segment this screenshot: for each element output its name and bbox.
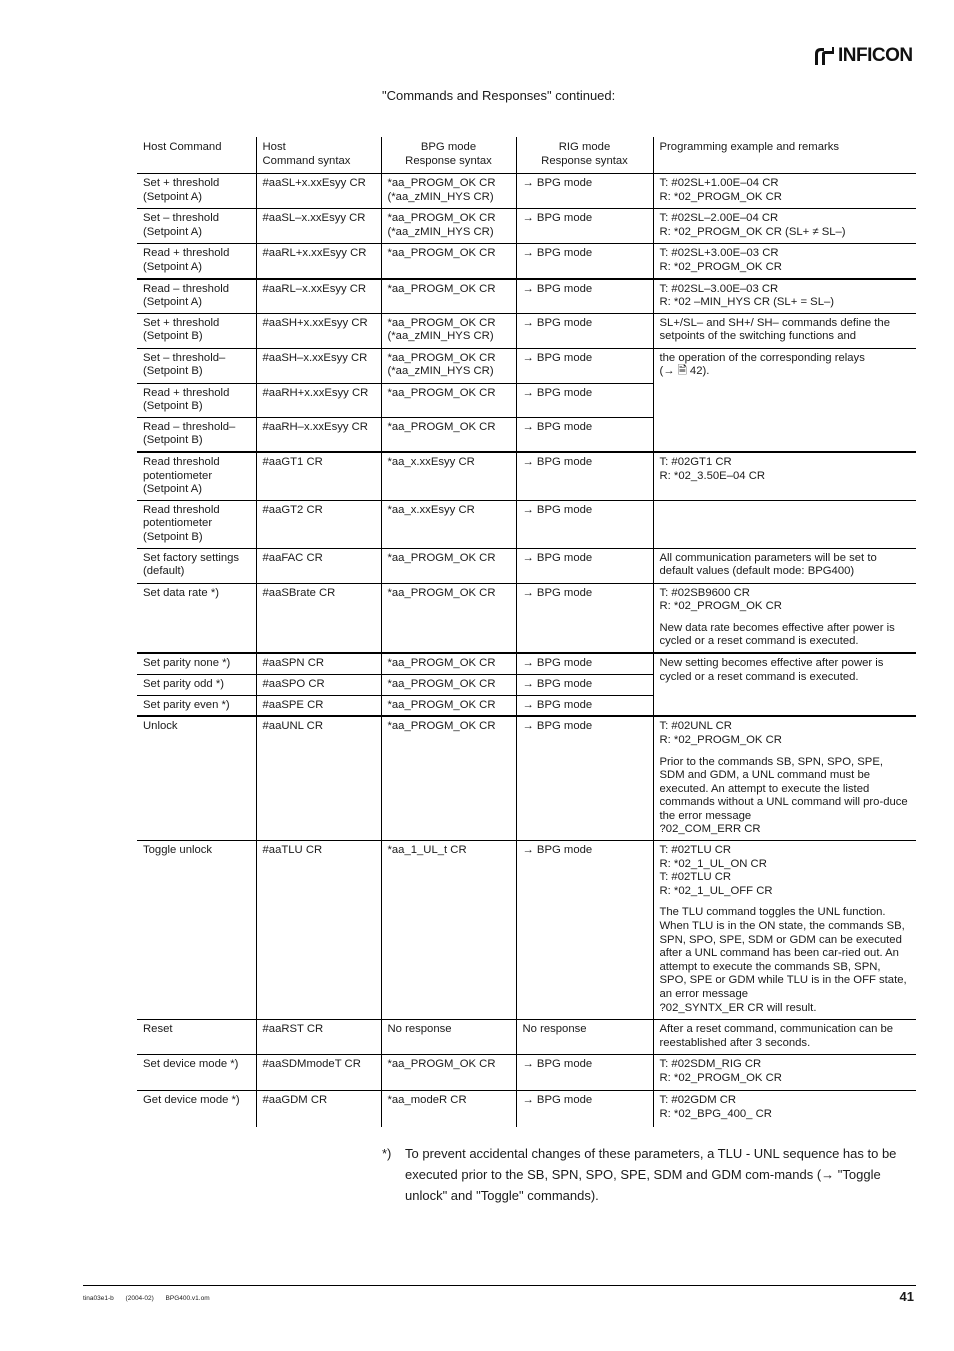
remarks-paragraph	[660, 247, 911, 274]
rig-response	[516, 841, 653, 1020]
remarks	[653, 1055, 916, 1091]
remarks-paragraph-line: R: *02_1_UL_OFF CR	[659, 884, 773, 897]
footer-date: (2004-02)	[125, 1295, 154, 1302]
header-host-syntax: Host Command syntax	[256, 137, 381, 174]
rig-response-line: → BPG mode	[522, 844, 593, 857]
host-command-line: (Setpoint A)	[143, 260, 203, 273]
remarks-paragraph-line: R: *02 –MIN_HYS CR (SL+ = SL–)	[659, 296, 835, 309]
table-header-row	[137, 137, 916, 174]
rig-response	[516, 174, 653, 209]
host-command	[137, 1020, 256, 1055]
remarks-paragraph-line: New data rate becomes effective after power is cycled or a reset command is executed.	[659, 621, 895, 648]
bpg-response	[381, 209, 516, 244]
host-syntax-line: #aaGT1 CR	[262, 456, 323, 469]
host-syntax-line: #aaSPO CR	[262, 677, 325, 690]
remarks	[653, 1091, 916, 1127]
host-command	[137, 583, 256, 653]
remarks-paragraph	[660, 720, 911, 747]
remarks-paragraph-line: T: #02UNL CR	[659, 720, 732, 733]
rig-response	[516, 583, 653, 653]
remarks-paragraph	[660, 1094, 911, 1121]
host-command-line: Reset	[143, 1023, 173, 1036]
table-row	[137, 1091, 916, 1127]
host-syntax	[256, 841, 381, 1020]
host-command	[137, 1091, 256, 1127]
bpg-response-line: No response	[387, 1023, 452, 1036]
bpg-response	[381, 674, 516, 695]
host-command-line: (Setpoint A)	[143, 483, 203, 496]
remarks-paragraph-line: New setting becomes effective after power is cycled or a reset command is executed.	[659, 657, 884, 683]
rig-response-line: → BPG mode	[522, 212, 593, 224]
bpg-response-line: *aa_1_UL_t CR	[387, 844, 467, 857]
host-syntax-line: #aaRH+x.xxEsyy CR	[262, 386, 369, 399]
inficon-logo-icon	[812, 45, 836, 67]
logo-text: INFICON	[838, 45, 913, 66]
host-syntax-line: #aaSDMmodeT CR	[262, 1058, 361, 1071]
remarks-paragraph	[660, 756, 911, 838]
remarks-paragraph-line: R: *02_BPG_400_ CR	[659, 1107, 772, 1120]
host-syntax	[256, 716, 381, 840]
table-row	[137, 583, 916, 653]
table-row	[137, 1020, 916, 1055]
bpg-response-line: (*aa_zMIN_HYS CR)	[387, 365, 494, 378]
table-body	[137, 174, 916, 1127]
remarks	[653, 653, 916, 716]
host-syntax-line: #aaGT2 CR	[262, 503, 323, 516]
table-row	[137, 348, 916, 383]
host-command-line: Set + threshold	[143, 316, 220, 329]
remarks-paragraph-line: T: #02TLU CR	[659, 871, 732, 884]
footnote	[382, 1143, 902, 1206]
rig-response	[516, 1055, 653, 1091]
host-command	[137, 417, 256, 452]
host-command-line: Set – threshold	[143, 212, 219, 224]
host-command	[137, 209, 256, 244]
remarks	[653, 716, 916, 840]
host-command	[137, 383, 256, 417]
footnote-mark: *)	[382, 1146, 392, 1161]
host-command-line: Set – threshold–	[143, 351, 226, 364]
host-command-line: Toggle unlock	[143, 844, 213, 857]
rig-response-line: → BPG mode	[522, 456, 593, 469]
remarks	[653, 452, 916, 500]
host-command-line: Set parity none *)	[143, 657, 231, 670]
host-command-line: Read + threshold	[143, 247, 230, 259]
table-row	[137, 452, 916, 500]
header-bpg-response: BPG mode Response syntax	[381, 137, 516, 174]
rig-response-line: → BPG mode	[522, 351, 593, 364]
remarks-paragraph	[660, 844, 911, 898]
host-command-line: (Setpoint A)	[143, 296, 203, 309]
table-row	[137, 209, 916, 244]
bpg-response	[381, 348, 516, 383]
remarks	[653, 313, 916, 348]
host-syntax-line: #aaTLU CR	[262, 844, 323, 857]
table-row	[137, 548, 916, 583]
host-command-line: Set factory settings	[143, 551, 240, 564]
remarks-paragraph	[660, 622, 911, 649]
page-number: 41	[899, 1289, 914, 1304]
host-command-line: Set + threshold	[143, 177, 220, 189]
rig-response-line: → BPG mode	[522, 420, 593, 433]
commands-table	[137, 137, 916, 1127]
bpg-response	[381, 1091, 516, 1127]
host-syntax-line: #aaSL+x.xxEsyy CR	[262, 177, 366, 189]
remarks-paragraph-line: SL+/SL– and SH+/ SH– commands define the setpoints of the switching functions and	[659, 316, 890, 343]
header-rig-response: RIG mode Response syntax	[516, 137, 653, 174]
host-command	[137, 244, 256, 279]
host-syntax-line: #aaSH+x.xxEsyy CR	[262, 316, 368, 329]
host-syntax	[256, 583, 381, 653]
bpg-response-line: *aa_PROGM_OK CR	[387, 551, 496, 564]
remarks-paragraph-line: Prior to the commands SB, SPN, SPO, SPE, SDM and GDM, a UNL command must be executed. An attempt to execute the listed commands without a UNL command will pro-duce the error message	[659, 755, 908, 822]
rig-response-line: → BPG mode	[522, 1058, 593, 1071]
rig-response-line: → BPG mode	[522, 698, 593, 711]
remarks	[653, 244, 916, 279]
remarks-paragraph-line: ?02_COM_ERR CR	[659, 823, 761, 836]
footnote-text: To prevent accidental changes of these parameters, a TLU - UNL sequence has to be executed prior to the SB, SPN, SPO, SPE, SDM and GDM com-mands (→ "Toggle unlock" and "Toggle" commands).	[405, 1146, 897, 1203]
host-syntax-line: #aaFAC CR	[262, 551, 323, 564]
bpg-response-line: *aa_modeR CR	[387, 1094, 467, 1107]
rig-response-line: → BPG mode	[522, 657, 593, 670]
table-row	[137, 279, 916, 314]
rig-response	[516, 1091, 653, 1127]
bpg-response	[381, 583, 516, 653]
host-syntax	[256, 548, 381, 583]
remarks	[653, 548, 916, 583]
host-command	[137, 1055, 256, 1091]
remarks-paragraph	[660, 283, 911, 310]
remarks-paragraph-line: R: *02_PROGM_OK CR (SL+ ≠ SL–)	[659, 225, 846, 238]
rig-response-line: → BPG mode	[522, 177, 593, 189]
bpg-response	[381, 841, 516, 1020]
rig-response	[516, 383, 653, 417]
remarks-paragraph-line: R: *02_PROGM_OK CR	[659, 600, 782, 613]
host-command-line: Set parity odd *)	[143, 677, 225, 690]
rig-response	[516, 674, 653, 695]
remarks-paragraph-line: T: #02GDM CR	[659, 1094, 737, 1107]
host-command-line: (Setpoint A)	[143, 190, 203, 203]
rig-response	[516, 653, 653, 674]
host-syntax	[256, 209, 381, 244]
host-command-line: potentiometer	[143, 469, 213, 482]
host-syntax-line: #aaRH–x.xxEsyy CR	[262, 420, 368, 433]
host-syntax-line: #aaSBrate CR	[262, 586, 336, 599]
rig-response	[516, 716, 653, 840]
bpg-response	[381, 695, 516, 716]
host-syntax	[256, 313, 381, 348]
host-syntax	[256, 383, 381, 417]
bpg-response	[381, 500, 516, 548]
host-command	[137, 653, 256, 674]
rig-response-line: → BPG mode	[522, 247, 593, 259]
bpg-response	[381, 452, 516, 500]
host-command-line: Read threshold	[143, 456, 220, 469]
host-syntax-line: #aaSH–x.xxEsyy CR	[262, 351, 368, 364]
bpg-response-line: *aa_PROGM_OK CR	[387, 247, 496, 259]
host-command	[137, 279, 256, 314]
remarks	[653, 583, 916, 653]
table-caption: "Commands and Responses" continued:	[382, 88, 616, 103]
remarks-paragraph	[660, 906, 911, 1015]
remarks-paragraph-line: T: #02SL–2.00E–04 CR	[659, 212, 779, 224]
host-command-line: Set device mode *)	[143, 1058, 239, 1071]
table-row	[137, 244, 916, 279]
remarks-paragraph	[660, 352, 911, 379]
bpg-response	[381, 1020, 516, 1055]
remarks-paragraph-line: The TLU command toggles the UNL function. When TLU is in the ON state, the commands SB, SPN, SPO, SPE, SDM or GDM can be executed after a UNL command has been car-ried out. An attempt to execute the commands SB, SPN, SPO, SPE or GDM while TLU is in the OFF state, an error message	[659, 906, 907, 1000]
host-syntax-line: #aaSPE CR	[262, 698, 324, 711]
host-command-line: potentiometer	[143, 517, 213, 530]
host-syntax	[256, 500, 381, 548]
bpg-response	[381, 313, 516, 348]
host-syntax	[256, 1020, 381, 1055]
host-command-line: (Setpoint B)	[143, 330, 203, 343]
rig-response	[516, 244, 653, 279]
host-command-line: Read – threshold–	[143, 420, 236, 433]
remarks-paragraph	[660, 1058, 911, 1085]
host-syntax-line: #aaRST CR	[262, 1023, 324, 1036]
table-row	[137, 653, 916, 674]
table-row	[137, 841, 916, 1020]
footer-divider	[83, 1285, 916, 1286]
bpg-response	[381, 653, 516, 674]
remarks-paragraph-line: R: *02_PROGM_OK CR	[659, 190, 782, 203]
rig-response	[516, 548, 653, 583]
bpg-response	[381, 244, 516, 279]
rig-response	[516, 209, 653, 244]
remarks-paragraph-line: T: #02SDM_RIG CR	[659, 1058, 762, 1071]
host-syntax	[256, 674, 381, 695]
rig-response	[516, 313, 653, 348]
rig-response-line: No response	[522, 1023, 587, 1036]
host-command	[137, 716, 256, 840]
host-syntax	[256, 244, 381, 279]
host-syntax-line: #aaRL+x.xxEsyy CR	[262, 247, 367, 259]
remarks	[653, 279, 916, 314]
bpg-response	[381, 417, 516, 452]
host-syntax	[256, 653, 381, 674]
bpg-response-line: *aa_PROGM_OK CR	[387, 677, 496, 690]
host-command-line: Read – threshold	[143, 282, 230, 295]
host-command-line: Unlock	[143, 720, 178, 733]
remarks-paragraph-line: T: #02GT1 CR	[659, 456, 732, 469]
remarks-paragraph-line: After a reset command, communication can be reestablished after 3 seconds.	[659, 1023, 894, 1049]
bpg-response-line: *aa_PROGM_OK CR	[387, 177, 496, 189]
host-command	[137, 695, 256, 716]
bpg-response	[381, 279, 516, 314]
rig-response-line: → BPG mode	[522, 551, 593, 564]
remarks-paragraph	[660, 456, 911, 483]
rig-response	[516, 500, 653, 548]
host-syntax	[256, 348, 381, 383]
rig-response-line: → BPG mode	[522, 586, 593, 599]
host-syntax-line: #aaRL–x.xxEsyy CR	[262, 282, 367, 295]
rig-response	[516, 452, 653, 500]
table-row	[137, 313, 916, 348]
remarks-paragraph	[660, 1023, 911, 1050]
host-command-line: Set data rate *)	[143, 586, 219, 599]
bpg-response-line: (*aa_zMIN_HYS CR)	[387, 190, 494, 203]
table-row	[137, 174, 916, 209]
bpg-response-line: *aa_PROGM_OK CR	[387, 282, 496, 295]
bpg-response-line: *aa_PROGM_OK CR	[387, 657, 496, 670]
remarks-paragraph-line: R: *02_PROGM_OK CR	[659, 260, 782, 273]
remarks	[653, 500, 916, 548]
bpg-response	[381, 383, 516, 417]
bpg-response-line: *aa_PROGM_OK CR	[387, 351, 496, 364]
remarks-paragraph-line: T: #02TLU CR	[659, 844, 732, 857]
host-command-line: Get device mode *)	[143, 1094, 240, 1107]
remarks-paragraph-line: the operation of the corresponding relays	[659, 351, 865, 364]
host-command-line: (Setpoint B)	[143, 400, 203, 413]
host-command	[137, 548, 256, 583]
host-command	[137, 452, 256, 500]
bpg-response-line: (*aa_zMIN_HYS CR)	[387, 225, 494, 238]
remarks	[653, 174, 916, 209]
bpg-response-line: *aa_PROGM_OK CR	[387, 1058, 496, 1071]
rig-response-line: → BPG mode	[522, 316, 593, 329]
remarks-paragraph-line: R: *02_3.50E–04 CR	[659, 469, 766, 482]
host-syntax-line: #aaSPN CR	[262, 657, 325, 670]
rig-response	[516, 279, 653, 314]
bpg-response-line: *aa_PROGM_OK CR	[387, 720, 496, 733]
host-command-line: Read + threshold	[143, 386, 230, 399]
bpg-response-line: (*aa_zMIN_HYS CR)	[387, 330, 494, 343]
rig-response-line: → BPG mode	[522, 677, 593, 690]
host-command-line: (Setpoint B)	[143, 365, 203, 378]
remarks-paragraph-line: T: #02SL+3.00E–03 CR	[659, 247, 779, 259]
rig-response-line: → BPG mode	[522, 386, 593, 399]
rig-response-line: → BPG mode	[522, 1094, 593, 1107]
host-command	[137, 674, 256, 695]
rig-response	[516, 695, 653, 716]
remarks-paragraph-line: T: #02SL+1.00E–04 CR	[659, 177, 779, 189]
remarks-paragraph	[660, 657, 911, 684]
remarks-paragraph-line: R: *02_1_UL_ON CR	[659, 857, 767, 870]
footer-doc-id: tina03e1-b	[83, 1295, 114, 1302]
rig-response-line: → BPG mode	[522, 720, 593, 733]
host-command-line: Set parity even *)	[143, 698, 230, 711]
host-syntax	[256, 1091, 381, 1127]
remarks-paragraph-line: All communication parameters will be set to default values (default mode: BPG400)	[659, 551, 877, 578]
remarks-paragraph	[660, 587, 911, 614]
host-command-line: (Setpoint A)	[143, 225, 203, 238]
host-command	[137, 500, 256, 548]
inficon-logo	[812, 44, 913, 68]
host-syntax-line: #aaUNL CR	[262, 720, 323, 733]
host-command	[137, 313, 256, 348]
header-host-command: Host Command	[143, 141, 222, 153]
bpg-response-line: *aa_PROGM_OK CR	[387, 586, 496, 599]
rig-response-line: → BPG mode	[522, 282, 593, 295]
bpg-response	[381, 548, 516, 583]
remarks-paragraph	[660, 317, 911, 344]
rig-response-line: → BPG mode	[522, 503, 593, 516]
remarks-paragraph-line: ?02_SYNTX_ER CR will result.	[659, 1001, 817, 1014]
remarks-paragraph-line: T: #02SB9600 CR	[659, 586, 750, 599]
host-syntax	[256, 279, 381, 314]
remarks-paragraph	[660, 177, 911, 204]
bpg-response	[381, 716, 516, 840]
host-command-line: Read threshold	[143, 503, 220, 516]
host-syntax-line: #aaSL–x.xxEsyy CR	[262, 212, 366, 224]
remarks	[653, 841, 916, 1020]
remarks-paragraph	[660, 212, 911, 239]
rig-response	[516, 417, 653, 452]
remarks-paragraph-line: R: *02_PROGM_OK CR	[659, 733, 782, 746]
host-syntax-line: #aaGDM CR	[262, 1094, 328, 1107]
table-row	[137, 1055, 916, 1091]
bpg-response-line: *aa_PROGM_OK CR	[387, 212, 496, 224]
host-command-line: (Setpoint B)	[143, 434, 203, 447]
remarks	[653, 209, 916, 244]
bpg-response-line: *aa_PROGM_OK CR	[387, 420, 496, 433]
remarks-paragraph	[660, 552, 911, 579]
remarks-paragraph-line: T: #02SL–3.00E–03 CR	[659, 282, 779, 295]
remarks-paragraph-line: R: *02_PROGM_OK CR	[659, 1071, 782, 1084]
footer-doc-info	[83, 1295, 220, 1302]
rig-response	[516, 1020, 653, 1055]
table-row	[137, 716, 916, 840]
header-remarks: Programming example and remarks	[653, 137, 916, 174]
bpg-response-line: *aa_x.xxEsyy CR	[387, 503, 475, 516]
bpg-response-line: *aa_PROGM_OK CR	[387, 698, 496, 711]
host-command	[137, 174, 256, 209]
rig-response	[516, 348, 653, 383]
host-syntax	[256, 174, 381, 209]
remarks-paragraph-line: (→ 🗎 42).	[659, 365, 710, 378]
remarks	[653, 348, 916, 452]
footer-file: BPG400.v1.om	[165, 1295, 210, 1302]
host-command-line: (Setpoint B)	[143, 531, 203, 544]
bpg-response-line: *aa_x.xxEsyy CR	[387, 456, 475, 469]
host-syntax	[256, 417, 381, 452]
bpg-response-line: *aa_PROGM_OK CR	[387, 316, 496, 329]
bpg-response	[381, 1055, 516, 1091]
host-command-line: (default)	[143, 565, 185, 578]
host-syntax	[256, 452, 381, 500]
remarks	[653, 1020, 916, 1055]
table-row	[137, 500, 916, 548]
bpg-response	[381, 174, 516, 209]
host-command	[137, 348, 256, 383]
host-syntax	[256, 1055, 381, 1091]
bpg-response-line: *aa_PROGM_OK CR	[387, 386, 496, 399]
host-syntax	[256, 695, 381, 716]
host-command	[137, 841, 256, 1020]
